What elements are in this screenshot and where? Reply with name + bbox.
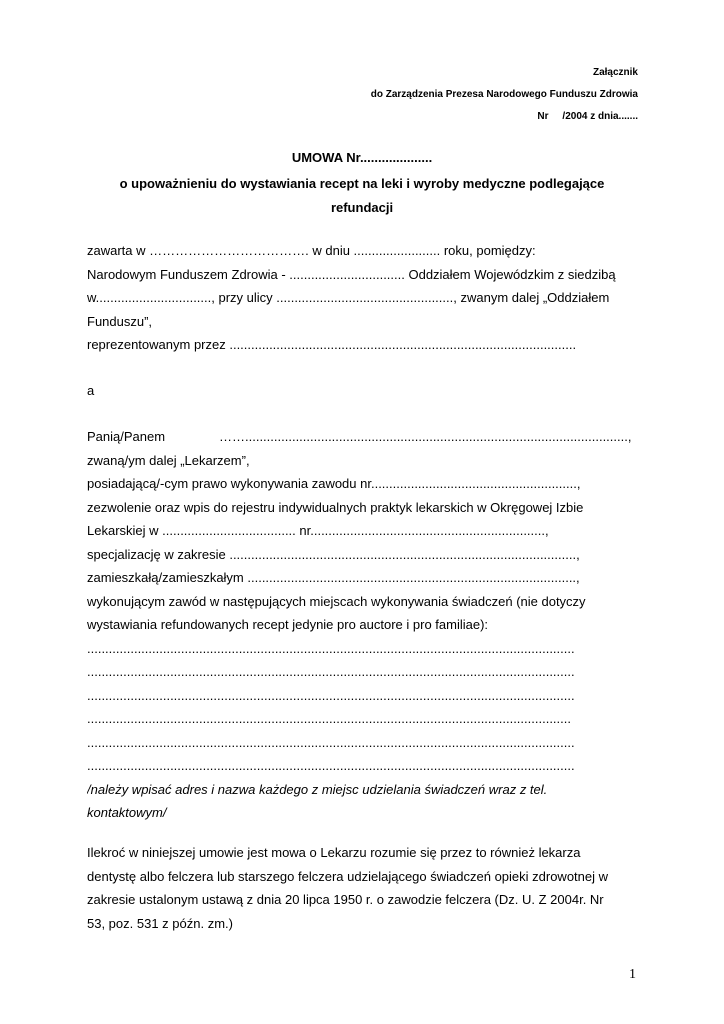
annex-number-date: Nr /2004 z dnia....... [537,111,638,122]
annex-header [371,62,638,128]
intro-line: reprezentowanym przez ................................................................................................ [87,337,577,352]
dotted-fill-line: ....................................................................................................................................... [87,758,575,773]
contract-parties-intro [87,239,639,357]
annex-title: Załącznik [592,67,638,78]
paragraph-line: 53, poz. 531 z późn. zm.) [87,915,233,931]
page-number: 1 [629,967,636,982]
doctor-line: zwaną/ym dalej „Lekarzem”, [87,452,250,468]
doctor-line: Lekarskiej w ..................................... nr................................................................., [87,523,549,538]
intro-line: zawarta w ………………………………. w dniu ........................ roku, pomiędzy: [87,243,536,258]
doctor-line: specjalizację w zakresie ................................................................................................, [87,546,580,562]
paragraph-line: Ilekroć w niniejszej umowie jest mowa o Lekarzu rozumie się przez to również lekarza [87,845,581,860]
note-line: kontaktowym/ [87,805,167,820]
contract-title-line1: UMOWA Nr.................... [291,150,433,165]
doctor-name-row [87,425,639,449]
doctor-line: wykonującym zawód w następujących miejscach wykonywania świadczeń (nie dotyczy [87,593,586,609]
conjunction: a [87,383,95,398]
paragraph-line: dentystę albo felczera lub starszego felczera udzielającego świadczeń opieki zdrowotnej w [87,868,609,884]
intro-line: Funduszu”, [87,313,153,329]
contract-title-line3: refundacji [330,200,394,215]
dotted-fill-line: ....................................................................................................................................... [87,664,575,679]
doctor-name-label: Panią/Panem [87,429,166,444]
annex-regulation: do Zarządzenia Prezesa Narodowego Funduszu Zdrowia [370,89,638,100]
doctor-line: wystawiania refundowanych recept jedynie pro auctore i pro familiae): [87,617,489,632]
doctor-line: zezwolenie oraz wpis do rejestru indywidualnych praktyk lekarskich w Okręgowej Izbie [87,499,584,515]
intro-line: Narodowym Funduszem Zdrowia - ................................ Oddziałem Wojewódzkim z siedzibą [87,266,616,282]
dotted-fill-line: ....................................................................................................................................... [87,640,575,656]
dotted-fill-line: ...................................................................................................................................... [87,711,571,726]
paragraph-line: zakresie ustalonym ustawą z dnia 20 lipca 1950 r. o zawodzie felczera (Dz. U. Z 2004r. Nr [87,892,604,907]
doctor-line: posiadającą/-cym prawo wykonywania zawodu nr........................................................., [87,476,581,491]
doctor-name-dots: …….........................................................................................................., [219,429,632,444]
definition-paragraph [87,841,639,935]
dotted-fill-line: ....................................................................................................................................... [87,687,575,703]
doctor-line: zamieszkałą/zamieszkałym ..........................................................................................., [87,570,580,585]
doctor-section [87,425,639,825]
dotted-fill-line: ....................................................................................................................................... [87,734,575,750]
intro-line: w................................, przy ulicy ................................................., zwanym dalej „Oddziałem [87,290,610,305]
note-line: /należy wpisać adres i nazwa każdego z miejsc udzielania świadczeń wraz z tel. [87,781,548,797]
contract-title-line2: o upoważnieniu do wystawiania recept na leki i wyroby medyczne podlegające [119,176,605,191]
